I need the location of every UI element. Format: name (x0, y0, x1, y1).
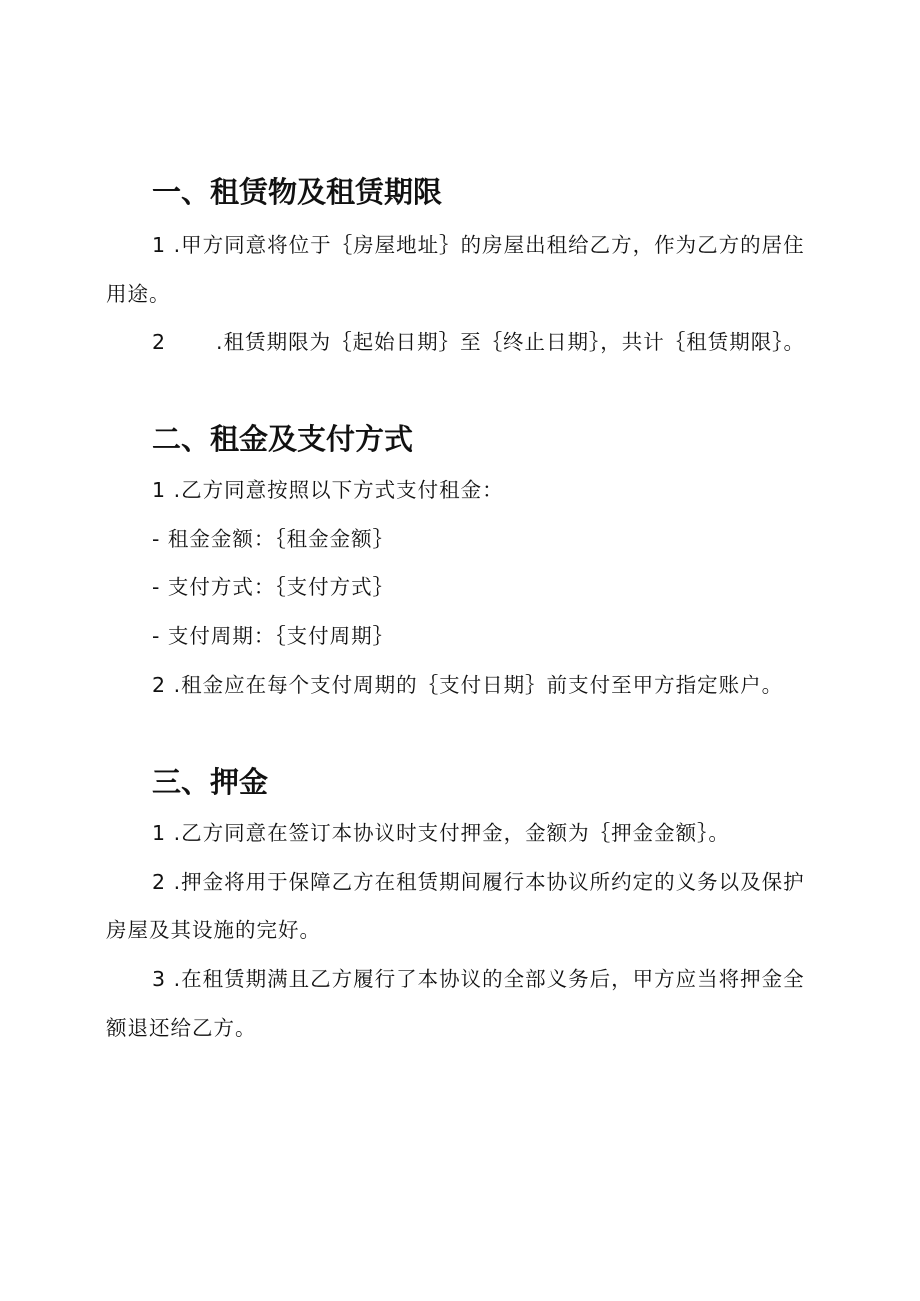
item-text: .押金将用于保障乙方在租赁期间履行本协议所约定的义务以及保护 (173, 870, 805, 894)
item-number: 1 (152, 233, 167, 257)
section-3-item-2-line-1 (152, 865, 805, 895)
section-2-item-2 (152, 668, 783, 698)
item-text: .乙方同意按照以下方式支付租金： (173, 478, 504, 502)
item-text: .乙方同意在签订本协议时支付押金，金额为｛押金金额｝。 (173, 821, 730, 845)
section-1-item-2 (152, 325, 805, 355)
section-1-heading: 一、租赁物及租赁期限 (152, 175, 443, 209)
section-2-heading: 二、租金及支付方式 (152, 422, 414, 456)
item-number: 3 (152, 967, 167, 991)
item-number: 1 (152, 478, 167, 502)
section-1-item-1-line-1 (152, 228, 805, 258)
item-number: 2 (152, 673, 167, 697)
section-3-item-2-line-2: 房屋及其设施的完好。 (106, 918, 321, 942)
section-2-bullet-2: - 支付方式：｛支付方式｝ (152, 575, 395, 599)
item-text: .甲方同意将位于｛房屋地址｝的房屋出租给乙方，作为乙方的居住 (173, 233, 805, 257)
item-text: .租赁期限为｛起始日期｝至｛终止日期｝，共计｛租赁期限｝。 (216, 330, 806, 354)
item-text: .租金应在每个支付周期的｛支付日期｝前支付至甲方指定账户。 (173, 673, 784, 697)
section-2-bullet-1: - 租金金额：｛租金金额｝ (152, 527, 395, 551)
section-2-bullet-3: - 支付周期：｛支付周期｝ (152, 624, 395, 648)
section-3-item-1 (152, 816, 730, 846)
item-number: 2 (152, 870, 167, 894)
section-3-item-3-line-1 (152, 962, 805, 992)
section-2-item-1 (152, 473, 504, 503)
section-3-heading: 三、押金 (152, 765, 269, 799)
section-1-item-1-line-2: 用途。 (106, 282, 171, 306)
item-number: 2 (152, 330, 167, 354)
section-3-item-3-line-2: 额退还给乙方。 (106, 1016, 257, 1040)
item-text: .在租赁期满且乙方履行了本协议的全部义务后，甲方应当将押金全 (173, 967, 805, 991)
item-number: 1 (152, 821, 167, 845)
